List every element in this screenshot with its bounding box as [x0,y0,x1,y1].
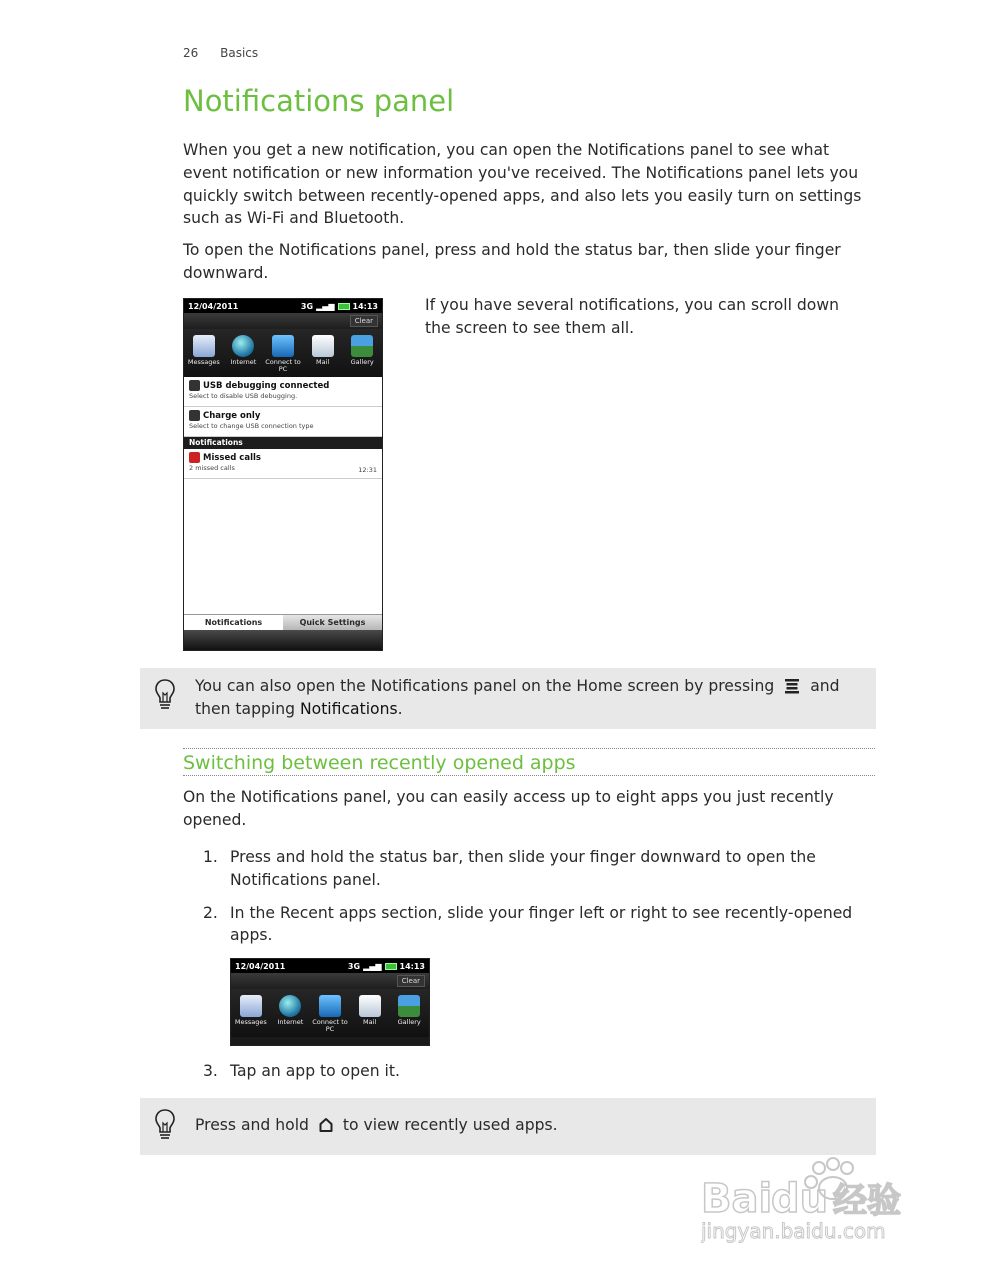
recent-apps-row [184,329,382,377]
app-label: Messages [234,1018,267,1026]
app-messages[interactable] [186,335,222,366]
subsection-heading [183,748,875,776]
step-text: Press and hold the status bar, then slide your finger downward to open the Notifications panel. [230,848,816,889]
intro-paragraph: When you get a new notification, you can open the Notifications panel to see what event notification or new information you've received. The Notifications panel lets you quickly switch between recently-opened apps, and also lets you easily turn on settings such as Wi-Fi and Bluetooth. [183,141,862,228]
app-gallery[interactable] [391,995,427,1026]
app-label: Mail [315,358,330,366]
section-name: Basics [220,46,259,60]
globe-icon [279,995,301,1017]
tab-quick-settings[interactable]: Quick Settings [283,614,382,630]
panel-handle-bar[interactable] [184,630,382,650]
mail-icon [312,335,334,357]
recent-apps-paragraph: On the Notifications panel, you can easily access up to eight apps you just recently opened. [183,788,834,829]
notifications-section-header: Notifications [184,437,382,449]
tip-period: . [397,699,403,718]
battery-icon [338,303,350,310]
app-label: Messages [187,358,220,366]
svg-text:经验: 经验 [833,1181,901,1221]
clear-bar [184,313,382,329]
battery-icon [385,963,397,970]
messages-icon [193,335,215,357]
step-item [183,902,875,948]
app-mail[interactable] [352,995,388,1026]
notification-subtitle: 2 missed calls [189,464,235,472]
signal-icon: ▂▄▆ [316,301,335,311]
tip-text: You can also open the Notifications panel on the Home screen by pressing [195,677,775,695]
signal-icon: ▂▄▆ [363,961,382,971]
app-label: Mail [362,1018,377,1026]
messages-icon [240,995,262,1017]
mail-icon [359,995,381,1017]
network-indicator: 3G [300,301,314,311]
notification-title: Charge only [203,410,261,421]
panel-tabs [184,614,382,630]
app-label: Gallery [350,358,374,366]
app-gallery[interactable] [344,335,380,366]
status-date: 12/04/2011 [235,961,286,971]
tip-text: Press and hold [195,1116,309,1134]
usb-icon [189,410,200,421]
steps-list [183,846,875,947]
monitor-icon [272,335,294,357]
app-label: Gallery [397,1018,421,1026]
status-time: 14:13 [399,961,425,971]
notification-charge-only[interactable] [184,407,382,437]
notification-usb-debugging[interactable] [184,377,382,407]
missed-call-icon [189,452,200,463]
notification-time: 12:31 [358,466,377,474]
tip-text: to view recently used apps. [342,1116,558,1134]
status-date: 12/04/2011 [188,301,239,311]
step-text: Tap an app to open it. [230,1062,400,1080]
network-indicator: 3G [347,961,361,971]
svg-text:du: du [771,1176,829,1222]
globe-icon [232,335,254,357]
open-panel-paragraph: To open the Notifications panel, press and hold the status bar, then slide your finger downward. [183,241,841,282]
step-item [183,1060,875,1083]
app-label: Internet [230,358,257,366]
notification-subtitle: Select to change USB connection type [189,422,314,430]
notification-title: USB debugging connected [203,380,330,391]
lightbulb-icon [154,1108,176,1142]
monitor-icon [319,995,341,1017]
notification-missed-calls[interactable] [184,449,382,479]
step-number: 3. [203,1062,218,1080]
menu-icon [783,678,801,694]
app-messages[interactable] [233,995,269,1026]
tip-box [140,1098,876,1155]
app-internet[interactable] [272,995,308,1026]
warning-icon [189,380,200,391]
app-internet[interactable] [225,335,261,366]
app-connect-to-pc[interactable] [312,995,348,1033]
notifications-keyword: Notifications [299,699,398,718]
page-number: 26 [183,46,199,60]
step-text: In the Recent apps section, slide your finger left or right to see recently-opened apps. [230,903,853,945]
steps-list-continued [183,1060,875,1083]
app-label: Internet [277,1018,304,1026]
watermark-url: jingyan.baidu.com [701,1219,886,1243]
recent-apps-screenshot [230,958,430,1046]
clear-button[interactable]: Clear [397,975,425,987]
status-bar [231,959,429,973]
status-time: 14:13 [352,301,378,311]
status-bar [184,299,382,313]
step-number: 1. [203,848,218,866]
recent-apps-row [231,989,429,1037]
home-icon [318,1117,334,1133]
step-number: 2. [203,903,218,922]
step-item [183,846,875,892]
app-label: Connect to PC [265,358,301,373]
clear-button[interactable]: Clear [350,315,378,327]
tab-notifications[interactable]: Notifications [184,614,283,630]
app-connect-to-pc[interactable] [265,335,301,373]
subsection-title: Switching between recently opened apps [183,752,576,774]
tip-box [140,668,876,729]
gallery-icon [351,335,373,357]
page-title: Notifications panel [183,84,455,118]
scroll-paragraph: If you have several notifications, you can scroll down the screen to see them all. [425,296,839,337]
notification-title: Missed calls [203,452,261,463]
gallery-icon [398,995,420,1017]
tip-text: and then tapping [195,677,840,718]
app-label: Connect to PC [312,1018,348,1033]
svg-text:Bai: Bai [701,1176,773,1222]
lightbulb-icon [154,678,176,712]
baidu-watermark-logo [701,1156,931,1246]
notification-subtitle: Select to disable USB debugging. [189,392,298,400]
notifications-panel-screenshot [183,298,383,651]
app-mail[interactable] [305,335,341,366]
clear-bar [231,973,429,989]
page-header [183,46,258,60]
